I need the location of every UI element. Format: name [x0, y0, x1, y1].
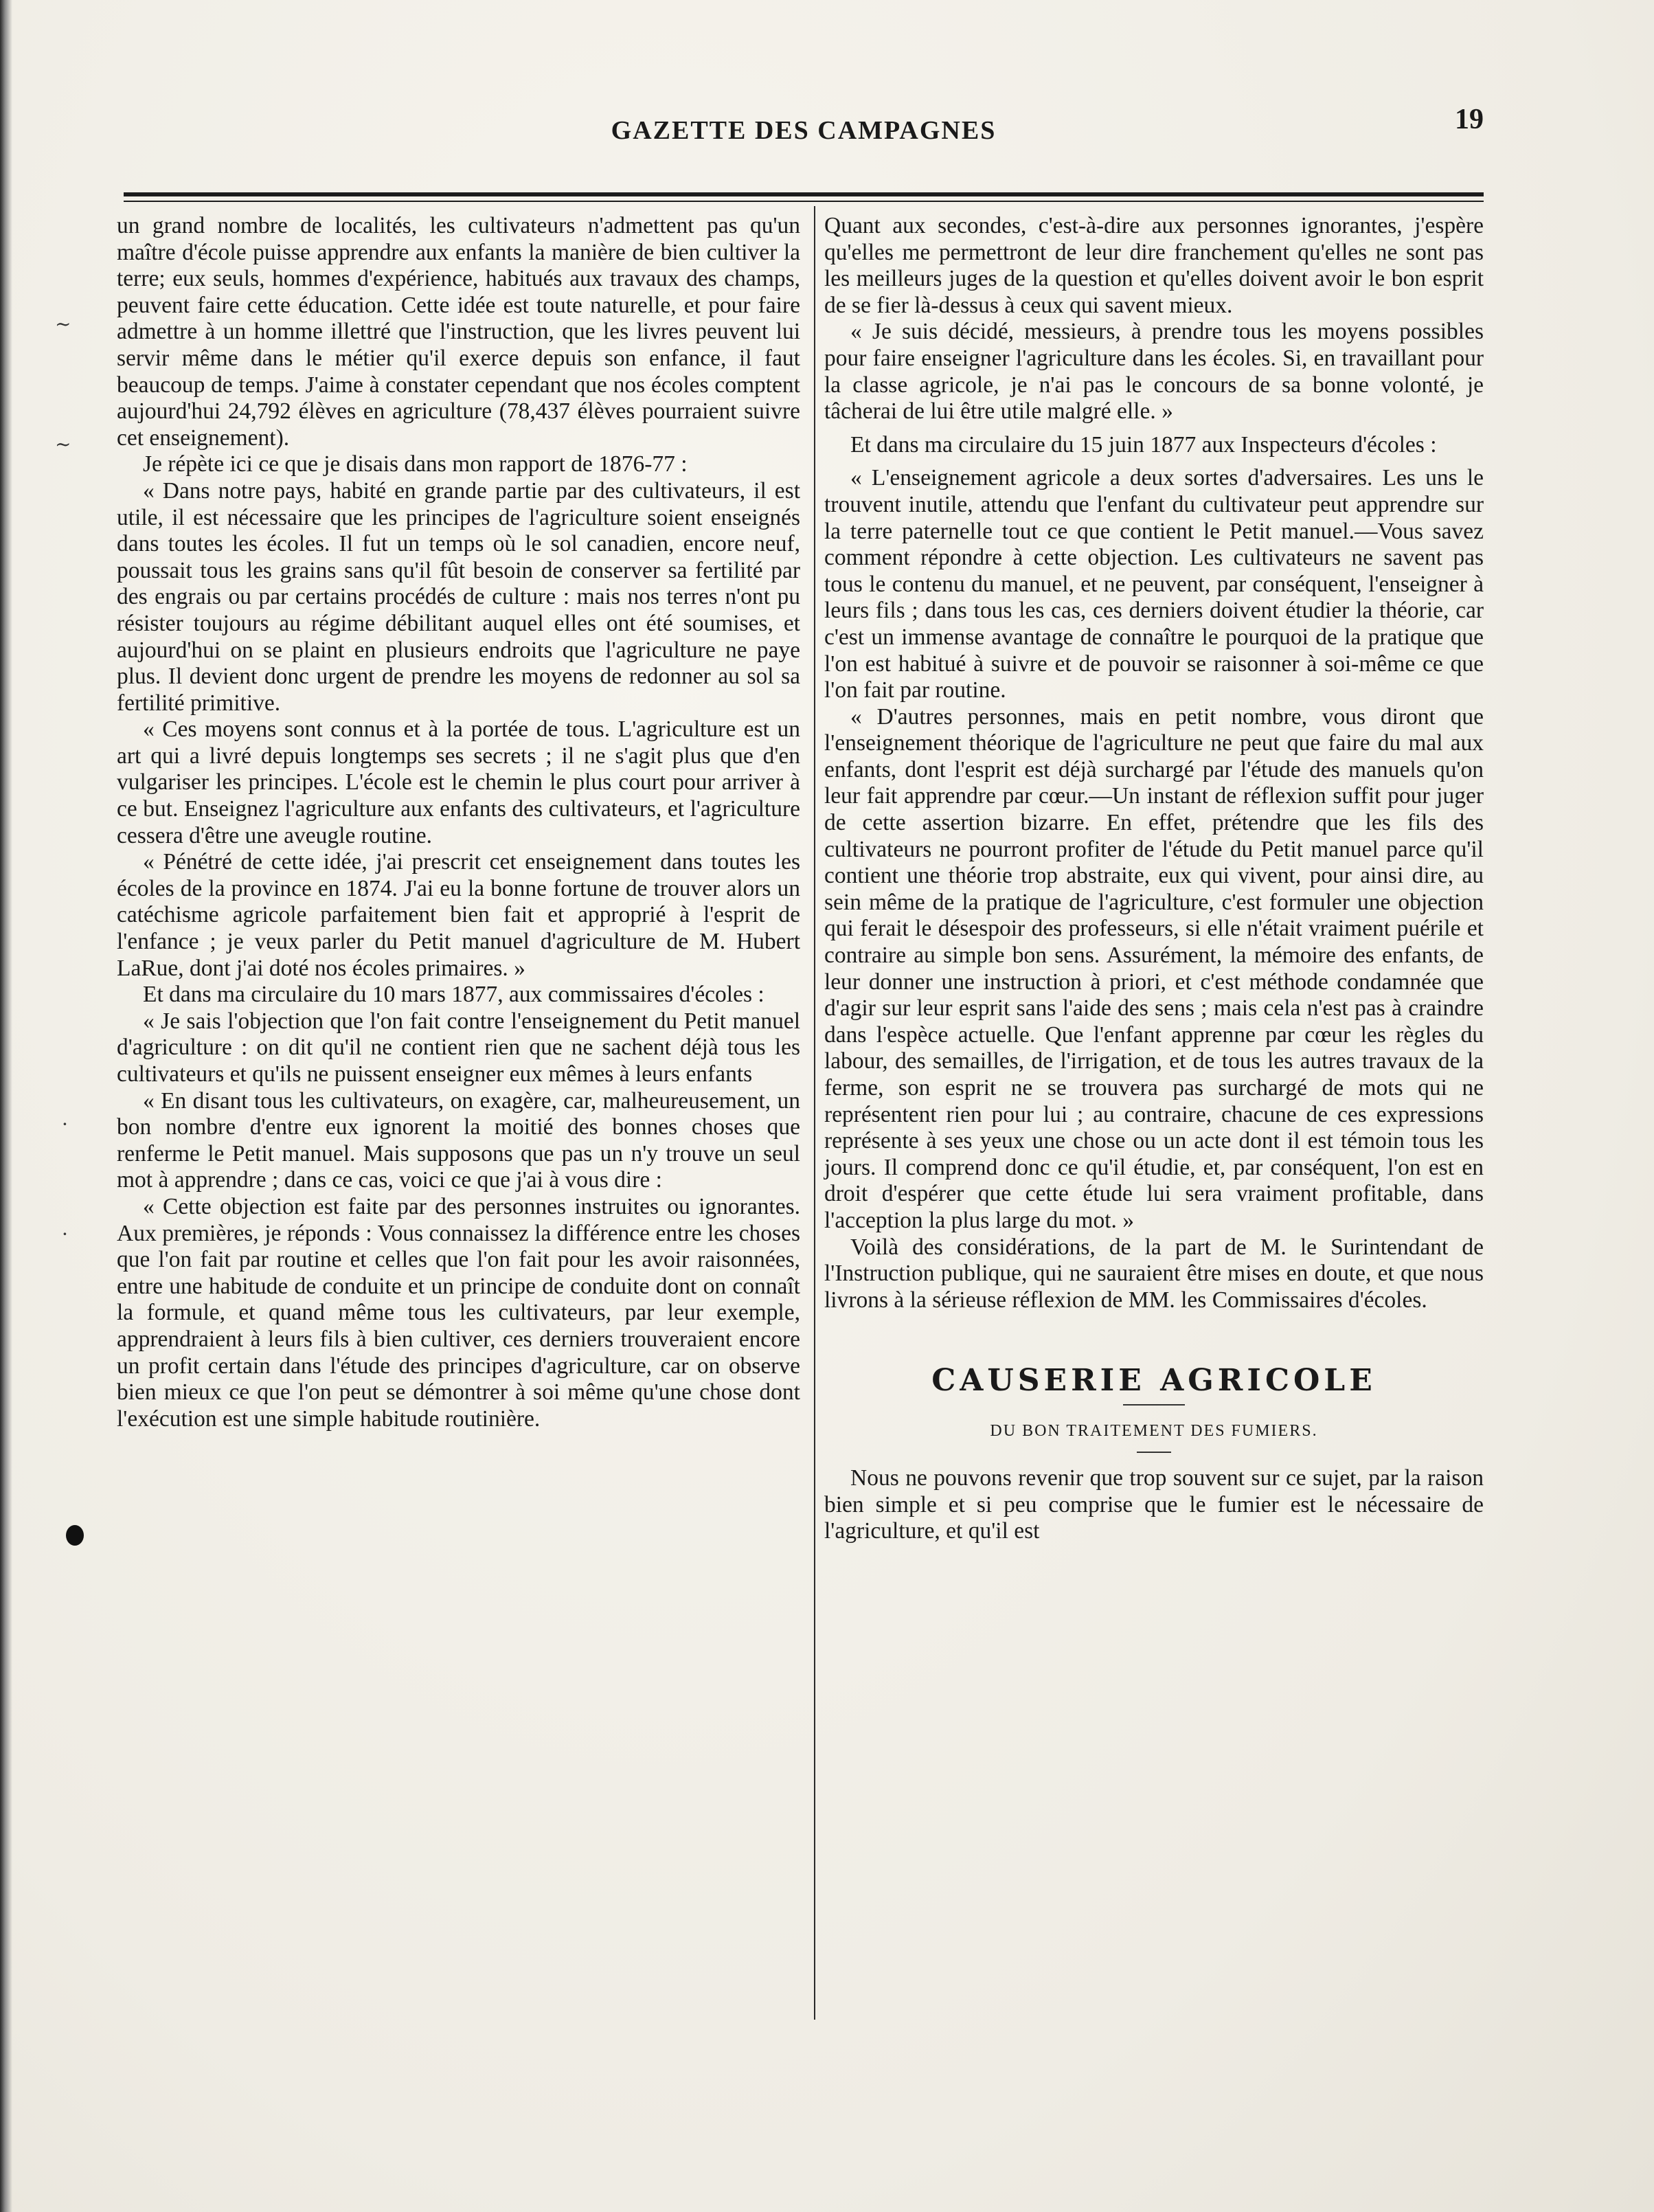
paragraph: Je répète ici ce que je disais dans mon rapport de 1876-77 : [143, 451, 688, 477]
paragraph: « Je sais l'objection que l'on fait contre l'enseignement du Petit manuel d'agriculture : on dit qu'il ne contient rien que ne sachent déjà tous les cultivateurs et qu'ils ne puissent enseigner eux mêmes à leurs enfants [117, 1008, 800, 1087]
paragraph: « Dans notre pays, habité en grande partie par des cultivateurs, il est utile, il est nécessaire que les principes de l'agriculture soient enseignés dans toutes les écoles. Il fut un temps où le sol canadien, encore neuf, poussait tous les grains sans qu'il fût besoin de conserver sa fertilité par des engrais ou par certains procédés de culture : mais nos terres n'ont pu résister toujours au régime débilitant auquel elles ont été soumises, et aujourd'hui on se plaint en plusieurs endroits que l'agriculture ne paye plus. Il devient donc urgent de prendre les moyens de redonner au sol sa fertilité primitive. [117, 477, 800, 716]
margin-mark-icon: · [62, 1113, 68, 1136]
margin-mark-icon: ~ [55, 313, 71, 335]
masthead-title: GAZETTE DES CAMPAGNES [611, 116, 997, 145]
paragraph: « Je suis décidé, messieurs, à prendre tous les moyens possibles pour faire enseigner l'agriculture dans les écoles. Si, en travaillant pour la classe agricole, je n'ai pas le concours de sa bonne volonté, je tâcherai de lui être utile malgré elle. » [824, 319, 1484, 425]
section-title: CAUSERIE AGRICOLE [931, 1363, 1377, 1399]
paragraph: un grand nombre de localités, les cultivateurs n'admettent pas qu'un maître d'école puisse apprendre aux enfants la manière de bien cultiver la terre; eux seuls, hommes d'expérience, habitués aux travaux des champs, peuvent faire cette éducation. Cette idée est toute naturelle, et pour faire admettre à un homme illettré que l'instruction, que les livres peuvent lui servir même dans le métier qu'il exerce depuis son enfance, il faut beaucoup de temps. J'aime à constater cependant que nos écoles comptent aujourd'hui 24,792 élèves en agriculture (78,437 élèves pourraient suivre cet enseignement). [117, 213, 800, 451]
right-column [824, 213, 1484, 1545]
paragraph: « Pénétré de cette idée, j'ai prescrit cet enseignement dans toutes les écoles de la province en 1874. J'ai eu la bonne fortune de trouver alors un catéchisme agricole parfaitement bien fait et approprié à l'esprit de l'enfance ; je veux parler du Petit manuel d'agriculture de M. Hubert LaRue, dont j'ai doté nos écoles primaires. » [117, 849, 800, 981]
paragraph: Et dans ma circulaire du 10 mars 1877, aux commissaires d'écoles : [143, 982, 764, 1008]
paragraph: « Cette objection est faite par des personnes instruites ou ignorantes. Aux premières, je réponds : Vous connaissez la différence entre les choses que l'on fait par routine et celles que l'on fait pour les avoir raisonnées, entre une habitude de conduite et un principe de conduite dont on connaît la formule, et quand même tous les cultivateurs, par leur exemple, apprendraient à leurs fils à bien cultiver, ces derniers trouveraient encore un profit certain dans l'étude des principes d'agriculture, car on observe bien mieux ce que l'on peut se démontrer à soi même qu'une chose dont l'exécution est une simple habitude routinière. [117, 1193, 800, 1432]
paragraph: Quant aux secondes, c'est-à-dire aux personnes ignorantes, j'espère qu'elles me permettront de leur dire franchement qu'elles ne sont pas les meilleurs juges de la question et qu'elles doivent avoir le bon esprit de se fier là-dessus à ceux qui savent mieux. [824, 213, 1484, 318]
page-header [124, 103, 1484, 151]
punch-hole-icon [66, 1525, 84, 1546]
header-rule-thin [124, 201, 1484, 202]
paragraph: « L'enseignement agricole a deux sortes d'adversaires. Les uns le trouvent inutile, attendu que l'enfant du cultivateur peut apprendre sur la terre paternelle tout ce que contient le Petit manuel.—Vous savez comment répondre à cette objection. Les cultivateurs ne savent pas tous le contenu du manuel, et ne peuvent, par conséquent, l'enseigner à leurs fils ; dans tous les cas, ces derniers doivent étudier la théorie, car c'est un immense avantage de connaître le pourquoi de la pratique que l'on est habitué à suivre et de pouvoir se raisonner à soi-même ce que l'on fait par routine. [824, 465, 1484, 703]
paragraph: « En disant tous les cultivateurs, on exagère, car, malheureusement, un bon nombre d'entre eux ignorent la moitié des bonnes choses que renferme le Petit manuel. Mais supposons que pas un n'y trouve un seul mot à apprendre ; dans ce cas, voici ce que j'ai à vous dire : [117, 1087, 800, 1193]
header-rule-thick [124, 192, 1484, 196]
paragraph: Et dans ma circulaire du 15 juin 1877 aux Inspecteurs d'écoles : [850, 431, 1437, 458]
page-edge-shadow [0, 0, 12, 2212]
paragraph: Voilà des considérations, de la part de M. le Surintendant de l'Instruction publique, qui ne sauraient être mises en doute, et que nous livrons à la sérieuse réflexion de MM. les Commissaires d'écoles. [824, 1234, 1484, 1313]
subtitle-rule [1137, 1452, 1171, 1453]
page-number: 19 [1455, 104, 1484, 135]
section-subtitle: DU BON TRAITEMENT DES FUMIERS. [990, 1422, 1318, 1441]
left-column [117, 213, 800, 1432]
margin-mark-icon: ~ [55, 433, 71, 455]
section-rule [1123, 1404, 1185, 1406]
column-divider [814, 206, 815, 2020]
paragraph: Nous ne pouvons revenir que trop souvent sur ce sujet, par la raison bien simple et si peu comprise que le fumier est le nécessaire de l'agriculture, et qu'il est [824, 1465, 1484, 1544]
paragraph: « D'autres personnes, mais en petit nombre, vous diront que l'enseignement théorique de l'agriculture ne peut que faire du mal aux enfants, dont l'esprit est déjà surchargé par l'étude des manuels qu'on leur fait apprendre par cœur.—Un instant de réflexion suffit pour juger de cette assertion bizarre. En effet, prétendre que les fils des cultivateurs ne pourront profiter de l'étude du Petit manuel parce qu'il contient une théorie trop abstraite, eux qui vivent, pour ainsi dire, au sein même de la pratique de l'agriculture, c'est formuler une objection qui ferait le désespoir des professeurs, si elle n'était vraiment puérile et contraire au simple bon sens. Assurément, la mémoire des enfants, de leur donner une instruction à priori, et c'est méthode condamnée que d'agir sur leur esprit sans l'aide des sens ; mais cela n'est pas à craindre dans l'espèce actuelle. Que l'enfant apprenne par cœur les règles du labour, des semailles, de l'irrigation, et de tous les autres travaux de la ferme, son esprit ne se trouvera pas surchargé de mots qui ne représentent rien pour lui ; au contraire, chacune de ces expressions représente à ses yeux une chose ou un acte dont il est témoin tous les jours. Il comprend donc ce qu'il étudie, et, par conséquent, l'on est en droit d'espérer que cette étude lui sera vraiment profitable, dans l'acception la plus large du mot. » [824, 703, 1484, 1233]
margin-mark-icon: · [62, 1223, 68, 1245]
paragraph: « Ces moyens sont connus et à la portée de tous. L'agriculture est un art qui a livré depuis longtemps ses secrets ; il ne s'agit plus que d'en vulgariser les principes. L'école est le chemin le plus court pour arriver à ce but. Enseignez l'agriculture aux enfants des cultivateurs, et l'agriculture cessera d'être une aveugle routine. [117, 716, 800, 848]
